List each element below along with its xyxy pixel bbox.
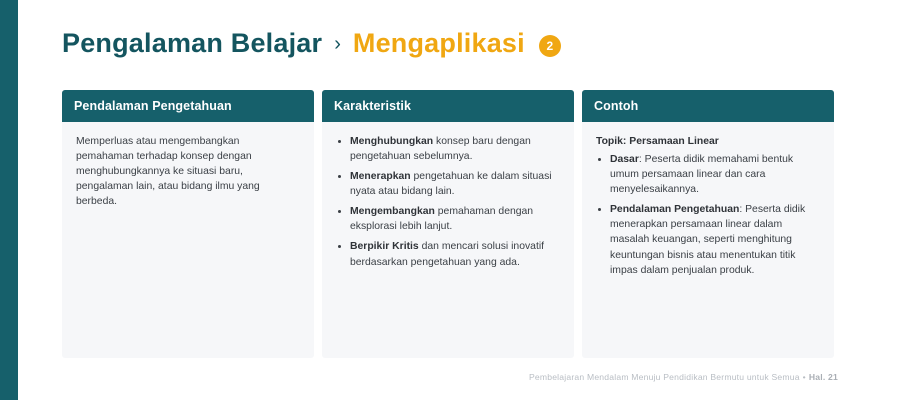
left-accent-bar [0,0,18,400]
list-item [610,202,820,277]
list-item-lead: Dasar [610,154,639,166]
card-contoh [582,90,834,358]
list-item-rest: pengetahuan ke dalam situasi nyata atau bidang lain. [350,171,552,198]
card-body [582,122,834,293]
card-header: Contoh [582,90,834,122]
card-group [62,90,838,358]
bullet-list [596,152,820,278]
card-header: Karakteristik [322,90,574,122]
list-item-lead: Mengembangkan [350,206,435,218]
page-title [62,28,561,59]
list-item-rest: dan mencari solusi inovatif berdasarkan pengetahuan yang ada. [350,241,545,268]
footer-text: Pembelajaran Mendalam Menuju Pendidikan Bermutu untuk Semua [528,372,800,382]
footer [529,372,838,382]
page-number: Hal. 21 [808,372,838,382]
footer-separator: • [802,372,806,382]
card-body [62,122,314,219]
list-item-lead: Berpikir Kritis [350,241,419,253]
bullet-list [336,134,560,270]
card-karakteristik [322,90,574,358]
list-item-lead: Menghubungkan [350,136,434,147]
card-paragraph: Memperluas atau mengembangkan pemahaman terhadap konsep dengan menghubungkannya ke situasi baru, pengalaman lain, atau bidang ilmu yang berbeda. [76,136,260,208]
list-item [610,152,820,197]
list-item [350,239,560,269]
list-item-rest: : Peserta didik menerapkan persamaan linear dalam masalah keuangan, seperti menghitung keuntungan bisnis atau menentukan titik impas dalam penjualan produk. [610,204,806,276]
chevron-right-icon: › [334,33,341,55]
list-item [350,169,560,199]
list-item-rest: konsep baru dengan pengetahuan sebelumnya. [350,136,531,163]
title-main: Pengalaman Belajar [62,28,323,58]
status-badge: 2 [539,35,561,57]
list-item [350,204,560,234]
title-accent: Mengaplikasi [352,28,525,58]
card-pendalaman-pengetahuan [62,90,314,358]
topic-line: Topik: Persamaan Linear [596,136,719,147]
card-body [322,122,574,285]
list-item-lead: Menerapkan [350,171,411,183]
card-header: Pendalaman Pengetahuan [62,90,314,122]
list-item-rest: pemahaman dengan eksplorasi lebih lanjut. [350,206,534,233]
list-item-lead: Pendalaman Pengetahuan [610,204,740,216]
list-item [350,134,560,164]
list-item-rest: : Peserta didik memahami bentuk umum persamaan linear dan cara menyelesaikannya. [610,154,794,196]
